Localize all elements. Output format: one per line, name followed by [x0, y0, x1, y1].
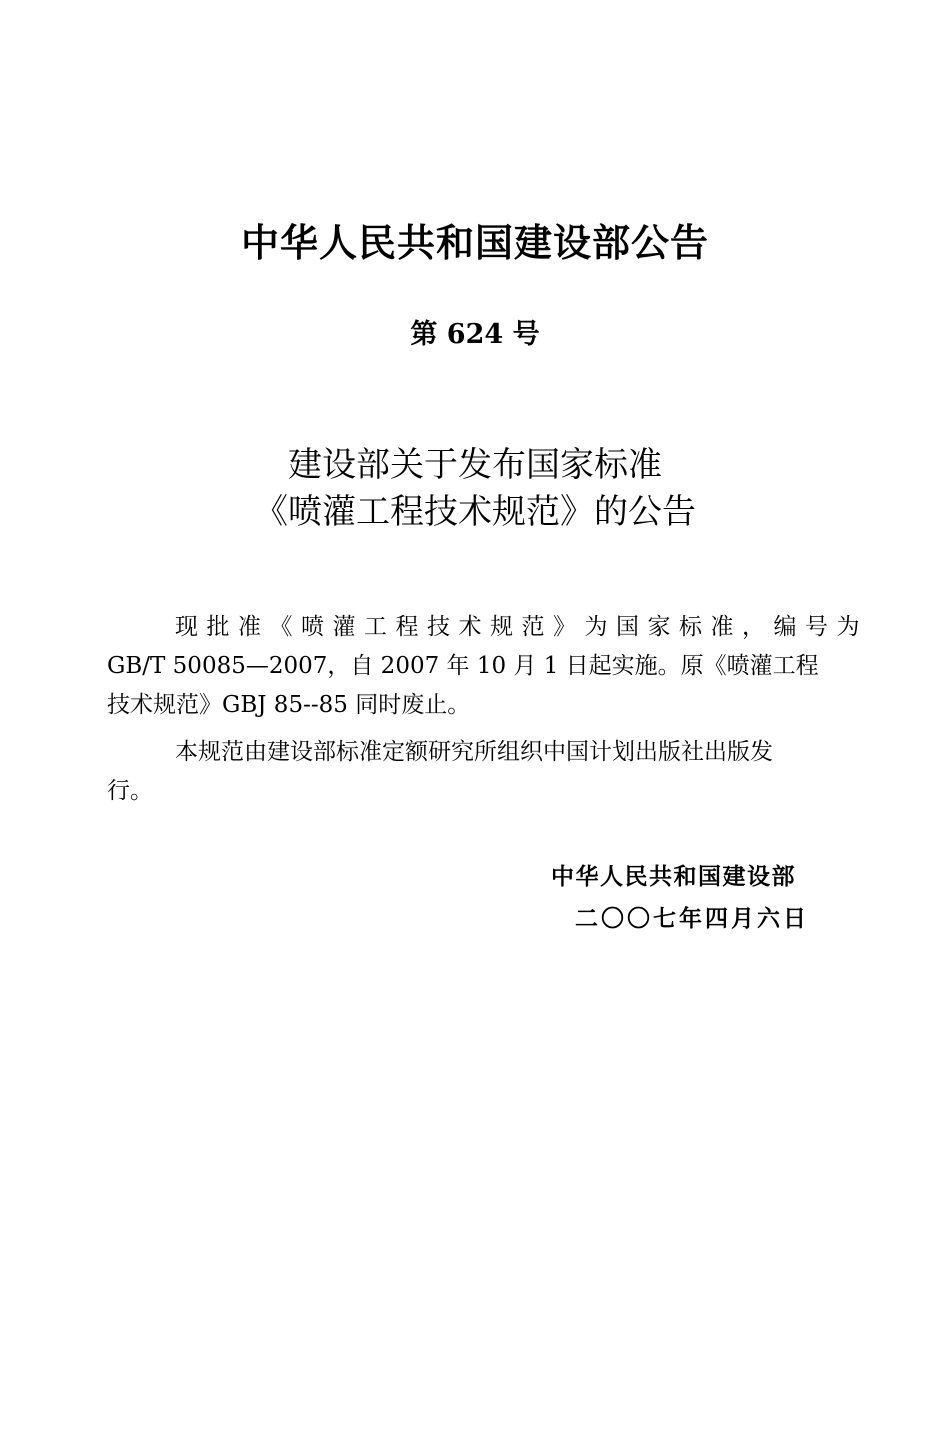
- subtitle-line-1: 建设部关于发布国家标准: [288, 445, 662, 485]
- subtitle-line-2: 《喷灌工程技术规范》的公告: [254, 492, 696, 532]
- signature-date: 二〇〇七年四月六日: [575, 906, 809, 932]
- approval-line-2: GB/T 50085—2007，自 2007 年 10 月 1 日起实施。原《喷灌工程: [107, 653, 819, 679]
- main-title: 中华人民共和国建设部公告: [240, 221, 709, 265]
- body-paragraph-approval: [107, 608, 880, 725]
- approval-line-3: 技术规范》GBJ 85--85 同时废止。: [107, 692, 471, 718]
- body-paragraph-publication: [107, 733, 880, 811]
- publication-line-1: 本规范由建设部标准定额研究所组织中国计划出版社出版发: [175, 739, 773, 765]
- publication-line-2: 行。: [107, 778, 153, 804]
- announcement-number: 第 624 号: [410, 319, 540, 350]
- approval-line-1: 现批准《喷灌工程技术规范》为国家标准，编号为: [175, 614, 868, 640]
- signature-organization: 中华人民共和国建设部: [551, 864, 796, 890]
